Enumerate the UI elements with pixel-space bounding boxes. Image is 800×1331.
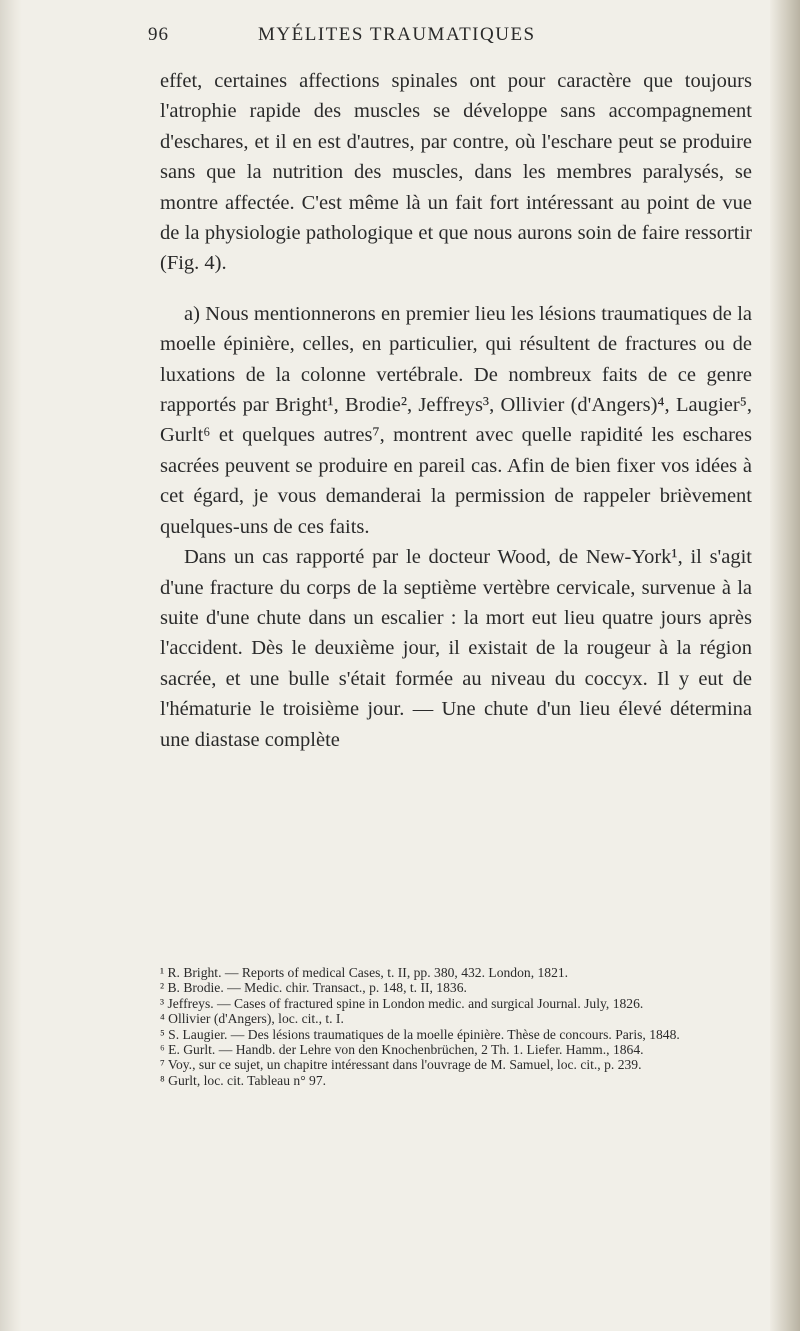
body-text [160,66,752,755]
footnote-2: ² B. Brodie. — Medic. chir. Transact., p. 148, t. II, 1836. [160,980,467,996]
footnote-4: ⁴ Ollivier (d'Angers), loc. cit., t. I. [160,1011,344,1027]
paragraph-1: effet, certaines affections spinales ont pour caractère que toujours l'atrophie rapide des muscles se développe sans accompagnement d'eschares, et il en est d'autres, par contre, où l'eschare peut se produire sans que la nutrition des muscles, dans les membres paralysés, se montre affectée. C'est même là un fait fort intéressant au point de vue de la physiologie pathologique et que nous aurons soin de faire ressortir (Fig. 4). [160,70,752,275]
footnote-6: ⁶ E. Gurlt. — Handb. der Lehre von den Knochenbrüchen, 2 Th. 1. Liefer. Hamm., 1864. [160,1042,644,1058]
footnote-7: ⁷ Voy., sur ce sujet, un chapitre intéressant dans l'ouvrage de M. Samuel, loc. cit., p. 239. [160,1057,642,1073]
page-header [148,24,748,54]
footnote-5: ⁵ S. Laugier. — Des lésions traumatiques de la moelle épinière. Thèse de concours. Paris, 1848. [160,1026,680,1042]
footnote-1: ¹ R. Bright. — Reports of medical Cases, t. II, pp. 380, 432. London, 1821. [160,965,569,980]
footnote-3: ³ Jeffreys. — Cases of fractured spine in London medic. and surgical Journal. July, 1826. [160,995,644,1011]
paragraph-2: a) Nous mentionnerons en premier lieu les lésions traumatiques de la moelle épinière, celles, en particulier, qui résultent de fractures ou de luxations de la colonne vertébrale. De nombreux faits de ce genre rapportés par Bright¹, Brodie², Jeffreys³, Ollivier (d'Angers)⁴, Laugier⁵, Gurlt⁶ et quelques autres⁷, montrent avec quelle rapidité les eschares sacrées peuvent se produire en pareil cas. Afin de bien fixer vos idées à cet égard, je vous demanderai la permission de rappeler brièvement quelques-uns de ces faits. [160,302,752,538]
page-number: 96 [148,24,169,45]
footnotes [160,965,752,1088]
footnote-8: ⁸ Gurlt, loc. cit. Tableau n° 97. [160,1072,327,1088]
page-gutter-shadow [0,0,22,1331]
paragraph-3: Dans un cas rapporté par le docteur Wood, de New-York¹, il s'agit d'une fracture du corps de la septième vertèbre cervicale, survenue à la suite d'une chute dans un escalier : la mort eut lieu quatre jours après l'accident. Dès le deuxième jour, il existait de la rougeur à la région sacrée, et une bulle s'était formée au niveau du coccyx. Il y eut de l'hématurie le troisième jour. — Une chute d'un lieu élevé détermina une diastase complète [160,546,752,751]
page-edge-shadow [770,0,800,1331]
running-title: MYÉLITES TRAUMATIQUES [258,24,536,45]
